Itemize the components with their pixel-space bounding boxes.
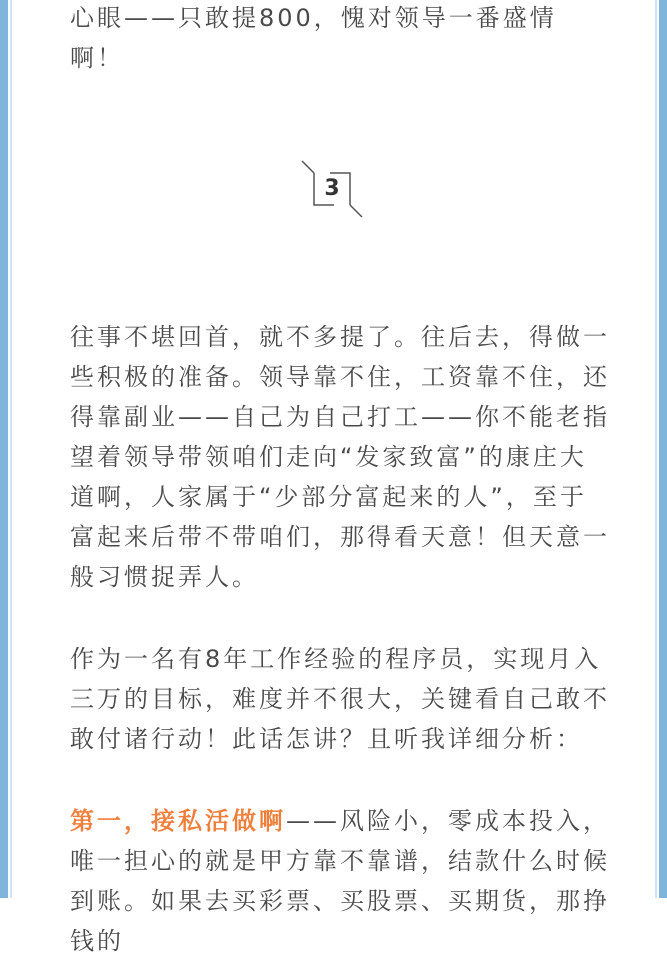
section-number-marker: [300, 157, 364, 221]
section-number: 3: [324, 176, 340, 201]
paragraph-3: [70, 801, 610, 961]
article-body: [70, 0, 610, 961]
paragraph-3-highlight: 第一，接私活做啊: [70, 807, 286, 835]
paragraph-2: 作为一名有8年工作经验的程序员，实现月入三万的目标，难度并不很大，关键看自己敢不敢付诸行动！此话怎讲？且听我详细分析：: [70, 645, 610, 753]
article-text-top-line: 心眼——只敢提800，愧对领导一番盛情啊！: [70, 4, 557, 72]
paragraph-3-text: ——风险小，零成本投入，唯一担心的就是甲方靠不靠谱，结款什么时候到账。如果去买彩票、买股票、买期货，那挣钱的: [70, 807, 610, 955]
paragraph-1: 往事不堪回首，就不多提了。往后去，得做一些积极的准备。领导靠不住，工资靠不住，还得靠副业——自己为自己打工——你不能老指望着领导带领咱们走向“发家致富”的康庄大道啊，人家属于“少部分富起来的人”，至于富起来后带不带咱们，那得看天意！但天意一般习惯捉弄人。: [70, 323, 610, 591]
